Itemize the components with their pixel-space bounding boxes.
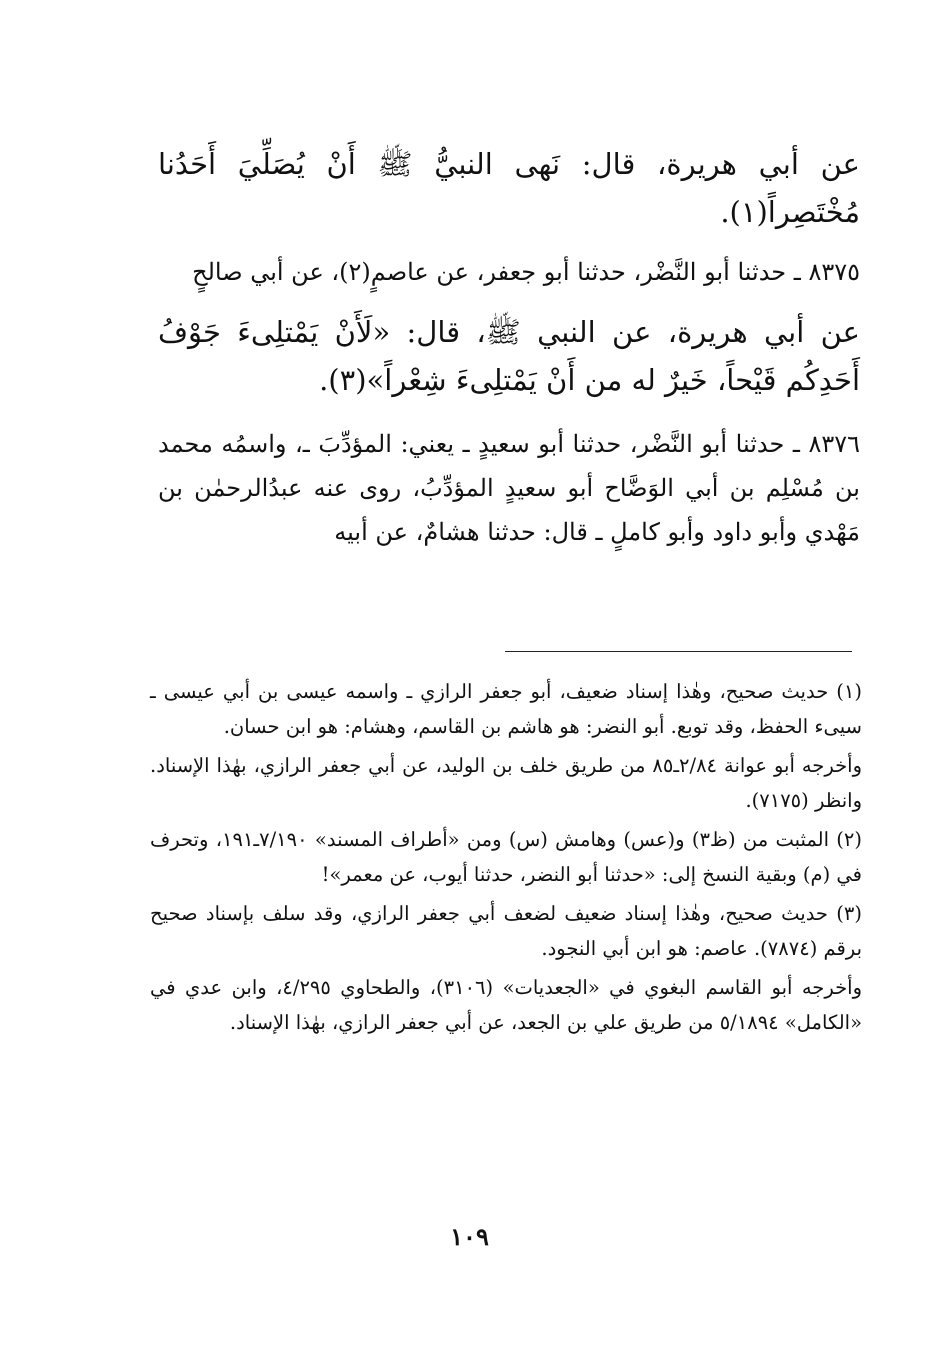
hadith-text-1: عن أبي هريرة، قال: نَهى النبيُّ ﷺ أَنْ يُصَلِّيَ أَحَدُنا مُخْتَصِراً(١).	[158, 147, 860, 229]
footnote-3-continued: وأخرجه أبو القاسم البغوي في «الجعديات» (٣١٠٦)، والطحاوي ٤/٢٩٥، وابن عدي في «الكامل» ٥/١٨٩٤ من طريق علي بن الجعد، عن أبي جعفر الرازي، بهٰذا الإسناد.	[150, 976, 863, 1034]
footnote-1: (١) حديث صحيح، وهٰذا إسناد ضعيف، أبو جعفر الرازي ـ واسمه عيسى بن أبي عيسى ـ سيىء الحفظ، وقد توبع. أبو النضر: هو هاشم بن القاسم، وهشام: هو ابن حسان.	[150, 680, 862, 738]
isnad-8376: ٨٣٧٦ ـ حدثنا أبو النَّضْر، حدثنا أبو سعيدٍ ـ يعني: المؤدِّبَ ـ، واسمُه محمد بن مُسْلِم بن أبي الوَضَّاح أبو سعيدٍ المؤدِّبُ، روى عنه عبدُالرحمٰن بن مَهْدي وأبو داود وأبو كاملٍ ـ قال: حدثنا هشامٌ، عن أبيه	[158, 430, 860, 546]
hadith-text-2: عن أبي هريرة، عن النبي ﷺ، قال: «لَأَنْ يَمْتلِىءَ جَوْفُ أَحَدِكُم قَيْحاً، خَيرٌ له من أَنْ يَمْتلِىءَ شِعْراً»(٣).	[158, 315, 860, 397]
footnote-2: (٢) المثبت من (ظ٣) و(عس) وهامش (س) ومن «أطراف المسند» ٧/١٩٠ـ١٩١، وتحرف في (م) وبقية النسخ إلى: «حدثنا أبو النضر، حدثنا أيوب، عن معمر»!	[150, 828, 862, 886]
footnotes	[150, 674, 862, 1044]
footnote-divider	[505, 651, 852, 652]
isnad-8375: ٨٣٧٥ ـ حدثنا أبو النَّضْر، حدثنا أبو جعفر، عن عاصمٍ(٢)، عن أبي صالحٍ	[192, 258, 860, 286]
footnote-1-continued: وأخرجه أبو عوانة ٢/٨٤ـ٨٥ من طريق خلف بن الوليد، عن أبي جعفر الرازي، بهٰذا الإسناد. وانظر (٧١٧٥).	[150, 754, 862, 812]
footnote-3: (٣) حديث صحيح، وهٰذا إسناد ضعيف لضعف أبي جعفر الرازي، وقد سلف بإسناد صحيح برقم (٧٨٧٤). عاصم: هو ابن أبي النجود.	[150, 902, 862, 960]
main-text	[158, 140, 860, 554]
page-number: ١٠٩	[450, 1222, 489, 1251]
